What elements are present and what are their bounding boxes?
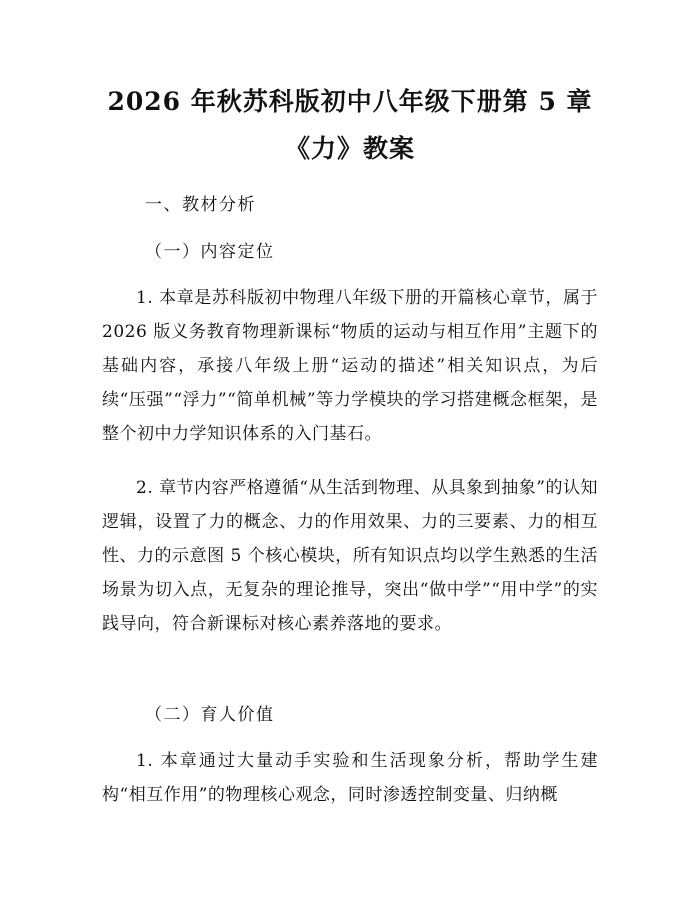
paragraph-content-positioning-2: 2. 章节内容严格遵循“从生活到物理、从具象到抽象”的认知逻辑，设置了力的概念、力的作用效果、力的三要素、力的相互性、力的示意图 5 个核心模块，所有知识点均以学生熟悉的生活场景为切入点，无复杂的理论推导，突出“做中学”“用中学”的实践导向，符合新课标对核心素养落地的要求。	[102, 478, 598, 634]
document-title-line1: 2026 年秋苏科版初中八年级下册第 5 章	[107, 87, 593, 116]
paragraph-educational-value-1: 1. 本章通过大量动手实验和生活现象分析，帮助学生建构“相互作用”的物理核心观念，同时渗透控制变量、归纳概	[102, 751, 598, 805]
paragraph-content-positioning-1: 1. 本章是苏科版初中物理八年级下册的开篇核心章节，属于 2026 版义务教育物理新课标“物质的运动与相互作用”主题下的基础内容，承接八年级上册“运动的描述”相关知识点，为后续“压强”“浮力”“简单机械”等力学模块的学习搭建概念框架，是整个初中力学知识体系的入门基石。	[102, 288, 598, 444]
section-heading-textbook-analysis: 一、教材分析	[145, 195, 256, 215]
subsection-heading-educational-value: （二）育人价值	[145, 705, 275, 725]
subsection-heading-content-positioning: （一）内容定位	[145, 242, 275, 262]
document-title-line2: 《力》教案	[284, 134, 415, 163]
